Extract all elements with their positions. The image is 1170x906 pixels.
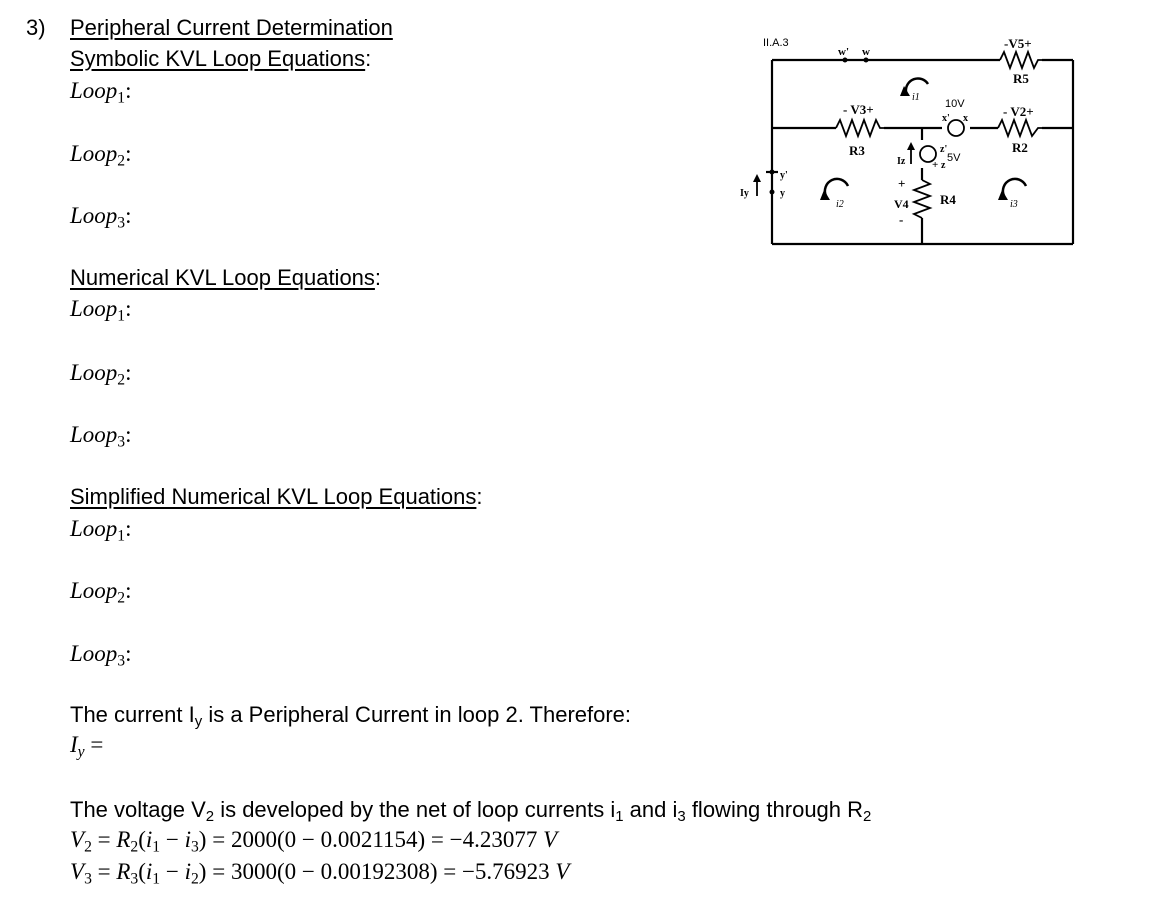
simplified-heading-text: Simplified Numerical KVL Loop Equations — [70, 484, 477, 509]
eq-variable: i — [145, 859, 153, 884]
loop-label: Loop — [70, 141, 118, 166]
node-label-z: z — [941, 160, 946, 171]
loop-colon: : — [125, 422, 132, 447]
eq-subscript: 1 — [152, 870, 161, 888]
eq-subscript: 3 — [190, 838, 199, 856]
eq-subscript: 2 — [190, 870, 199, 888]
eq-subscript: 2 — [130, 838, 139, 856]
text-run: The voltage V — [70, 797, 206, 822]
eq-unit: V — [543, 827, 558, 852]
eq-variable: R — [116, 827, 131, 852]
eq-value: = 3000(0 − 0.00192308) = −5.76923 — [206, 859, 556, 884]
label-v4-plus: + — [898, 176, 906, 191]
loop-colon: : — [125, 641, 132, 666]
label-i1: i1 — [912, 92, 920, 103]
label-iy: Iy — [740, 188, 749, 199]
eq-equals: = — [84, 732, 104, 757]
text-subscript: 2 — [205, 808, 215, 826]
loop-subscript: 1 — [117, 307, 126, 325]
node-label-w-prime: w' — [838, 46, 849, 58]
loop-label: Loop — [70, 360, 118, 385]
loop-arrow-i1-icon — [906, 78, 928, 92]
eq-variable: R — [116, 859, 131, 884]
section-number: 3) — [26, 15, 46, 40]
label-5v: 5V — [947, 152, 961, 164]
eq-variable: I — [70, 732, 78, 757]
eq-variable: i — [184, 827, 191, 852]
loop-label: Loop — [70, 78, 118, 103]
label-v2: - V2+ — [1003, 104, 1034, 119]
loop-colon: : — [125, 360, 132, 385]
resistor-r3 — [836, 120, 884, 136]
loop-label: Loop — [70, 296, 118, 321]
node-label-x-prime: x' — [942, 113, 950, 124]
loop-colon: : — [125, 516, 132, 541]
eq-variable: i — [145, 827, 153, 852]
arrowhead-icon — [907, 142, 915, 150]
label-iz: Iz — [897, 156, 906, 167]
simplified-heading-colon: : — [476, 484, 483, 509]
node-dot — [864, 58, 869, 63]
eq-subscript: 2 — [84, 838, 92, 856]
node-dot — [770, 190, 775, 195]
eq-variable: i — [184, 859, 191, 884]
loop-subscript: 3 — [117, 433, 126, 451]
label-v4: V4 — [894, 197, 909, 211]
loop-subscript: 2 — [117, 371, 126, 389]
text-subscript: y — [194, 713, 203, 731]
text-run: and i — [623, 797, 678, 822]
text-subscript: 1 — [615, 808, 624, 826]
label-r4: R4 — [940, 192, 956, 207]
arrowhead-icon — [753, 174, 761, 182]
resistor-r5 — [1000, 52, 1042, 68]
numerical-heading-colon: : — [374, 265, 382, 290]
figure-label: II.A.3 — [763, 37, 789, 49]
eq-value: = 2000(0 − 0.0021154) = −4.23077 — [206, 827, 544, 852]
label-v3: - V3+ — [843, 102, 874, 117]
voltage-equation-v3: $V_3 = R_3(i_1 - i_2) = 3000(0 - 0.00192308) = -5.76923$ V — [70, 859, 570, 888]
loop-label: Loop — [70, 203, 118, 228]
text-subscript: 3 — [677, 808, 686, 826]
node-label-x: x — [963, 113, 968, 124]
eq-variable: V — [70, 827, 85, 852]
loop-colon: : — [125, 78, 132, 103]
label-i2: i2 — [836, 199, 844, 210]
resistor-r2 — [998, 120, 1042, 136]
loop-subscript: 2 — [117, 589, 126, 607]
voltage-equation-v2: $V_2 = R_2(i_1 - i_3) = 2000(0 - 0.0021154) = -4.23077$ V — [70, 827, 558, 856]
node-label-w: w — [862, 46, 870, 58]
loop-label: Loop — [70, 578, 118, 603]
loop-colon: : — [125, 141, 132, 166]
text-run: flowing through R — [685, 797, 864, 822]
text-run: The current I — [70, 702, 195, 727]
label-v4-minus: - — [899, 212, 904, 227]
label-i3: i3 — [1010, 199, 1018, 210]
loop-label: Loop — [70, 641, 118, 666]
node-label-y: y — [780, 188, 785, 199]
loop-colon: : — [125, 578, 132, 603]
label-r3: R3 — [849, 143, 865, 158]
loop-subscript: 3 — [117, 214, 126, 232]
label-r5: R5 — [1013, 71, 1029, 86]
loop-arrow-i3-icon — [1003, 179, 1026, 196]
loop-subscript: 2 — [117, 152, 126, 170]
loop-label: Loop — [70, 422, 118, 447]
eq-subscript: 3 — [130, 870, 139, 888]
eq-variable: V — [70, 859, 85, 884]
loop-subscript: 1 — [117, 89, 126, 107]
loop-colon: : — [125, 203, 132, 228]
label-plus: + — [932, 159, 939, 171]
eq-unit: V — [555, 859, 570, 884]
resistor-r4 — [914, 180, 930, 218]
text-subscript: 2 — [863, 808, 872, 826]
loop-subscript: 1 — [117, 527, 126, 545]
eq-subscript: y — [77, 743, 85, 761]
label-r2: R2 — [1012, 140, 1028, 155]
node-label-z-prime: z' — [940, 144, 948, 155]
label-10v: 10V — [945, 98, 965, 110]
voltage-source-10v — [948, 120, 964, 136]
eq-subscript: 3 — [84, 870, 92, 888]
text-run: is developed by the net of loop currents i — [214, 797, 616, 822]
eq-subscript: 1 — [152, 838, 161, 856]
node-dot — [770, 170, 775, 175]
label-v5: -V5+ — [1004, 36, 1032, 51]
loop-arrow-i2-icon — [825, 179, 848, 196]
symbolic-heading-text: Symbolic KVL Loop Equations — [70, 46, 366, 71]
node-dot — [843, 58, 848, 63]
symbolic-heading-colon: : — [365, 46, 372, 71]
loop-label: Loop — [70, 516, 118, 541]
loop-subscript: 3 — [117, 652, 126, 670]
section-title: Peripheral Current Determination — [70, 15, 393, 40]
numerical-heading-text: Numerical KVL Loop Equations — [70, 265, 375, 290]
node-label-y-prime: y' — [780, 170, 788, 181]
text-run: is a Peripheral Current in loop 2. Therefore: — [202, 702, 632, 727]
loop-colon: : — [125, 296, 132, 321]
